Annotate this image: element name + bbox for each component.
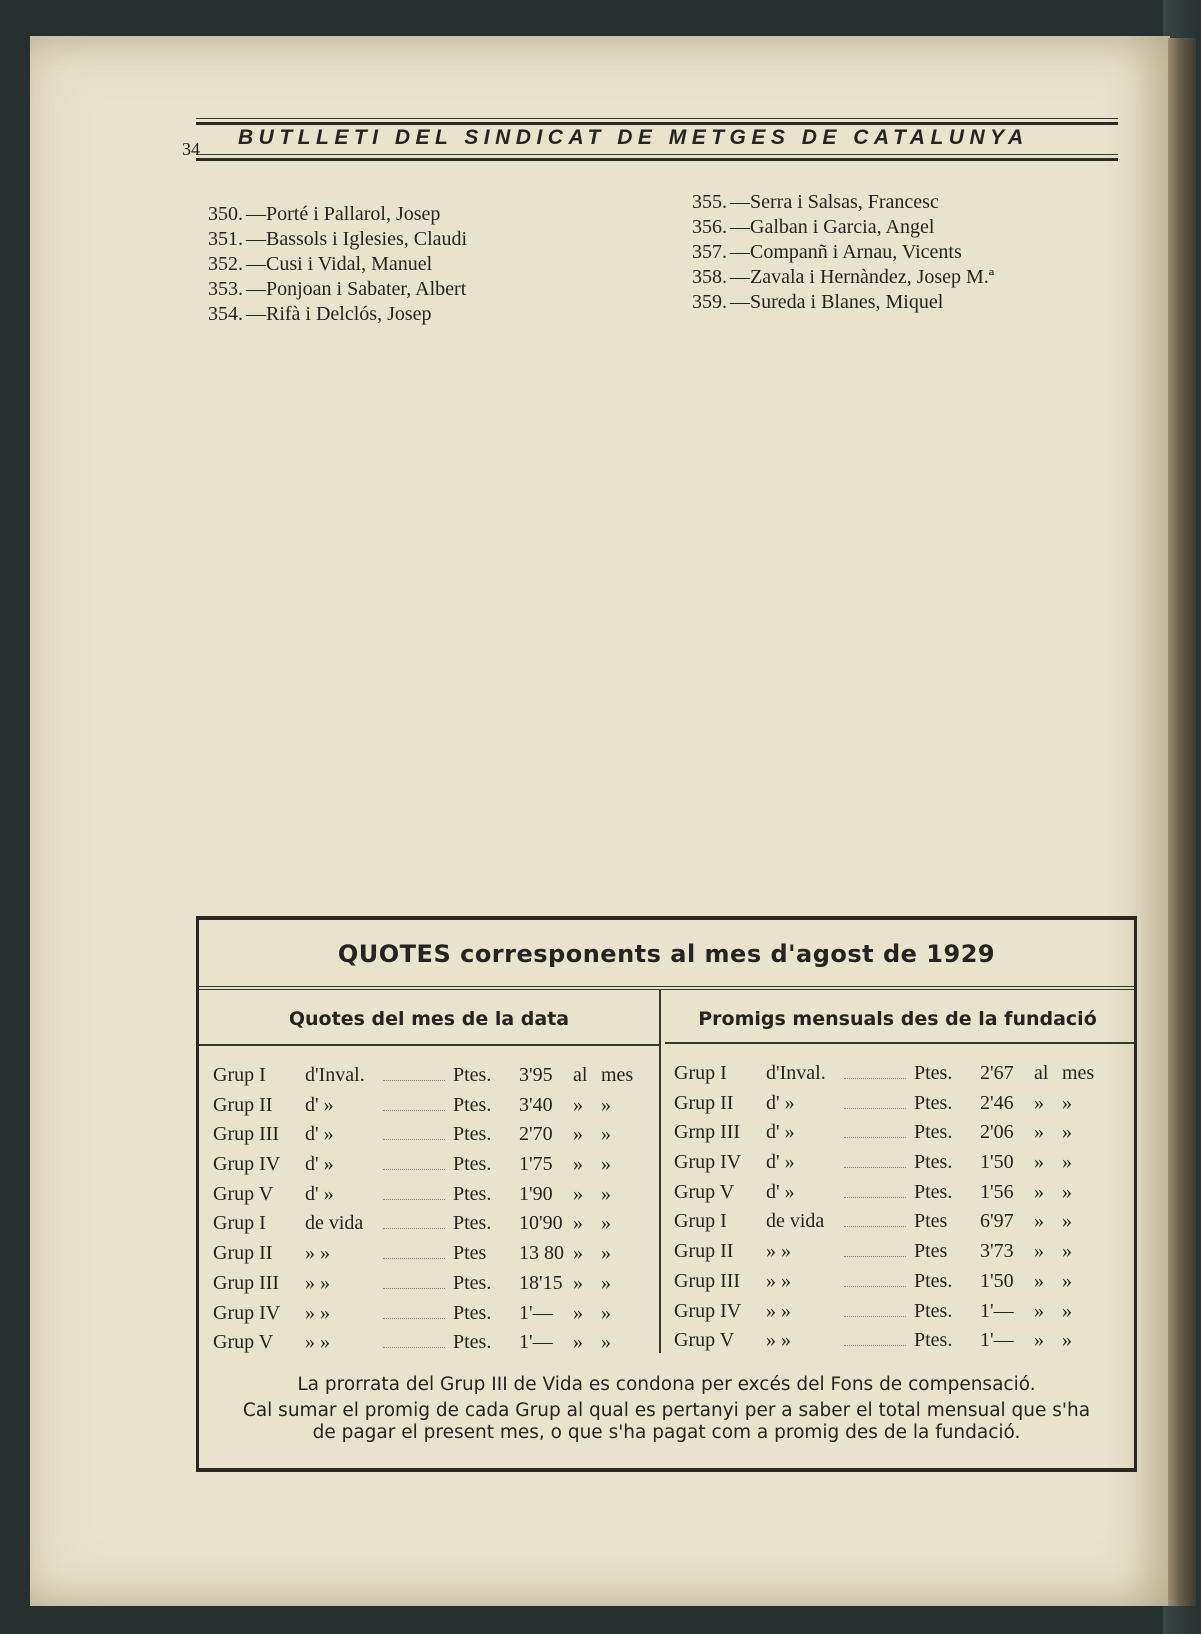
currency-label: Ptes. [914,1180,953,1203]
unit-a: » [573,1212,583,1235]
group-type: d' » [305,1153,334,1176]
member-name: —Galban i Garcia, Angel [730,216,935,238]
header-rule-top [196,118,1118,119]
unit-b: » [601,1242,611,1265]
member-name: —Porté i Pallarol, Josep [246,203,441,225]
unit-b: » [1062,1240,1072,1263]
header-rule-bottom-thick [196,158,1118,161]
unit-b: » [1062,1121,1072,1144]
unit-a: » [573,1153,583,1176]
left-heading-rule [199,1044,659,1046]
group-name: Grup II [213,1093,273,1116]
leader-dots [844,1210,906,1227]
unit-a: » [1034,1269,1044,1292]
unit-b: » [601,1123,611,1146]
group-name: Grup I [674,1210,727,1233]
amount: 13 80 [519,1242,564,1265]
unit-b: » [1062,1180,1072,1203]
running-title: BUTLLETI DEL SINDICAT DE METGES DE CATALUNYA [238,126,1029,149]
member-name: —Bassols i Iglesies, Claudi [246,228,468,250]
leader-dots [383,1212,445,1229]
member-list-right [692,190,994,315]
quote-row [674,1062,1124,1092]
unit-b: » [1062,1329,1072,1352]
leader-dots [383,1183,445,1200]
currency-label: Ptes. [453,1271,492,1294]
group-name: Grup I [213,1212,266,1235]
member-number: 357. [692,241,727,263]
currency-label: Ptes. [453,1123,492,1146]
group-type: d'Inval. [305,1064,365,1086]
unit-a: » [573,1331,583,1354]
note-sum-line1: Cal sumar el promig de cada Grup al qual es pertanyi per a saber el total mensual que s'ha [242,1400,1091,1421]
unit-a: » [573,1242,583,1265]
quote-row [674,1270,1124,1300]
amount: 2'70 [519,1123,553,1146]
group-type: d'Inval. [766,1062,826,1084]
currency-label: Ptes. [453,1093,492,1116]
quote-row [674,1092,1124,1122]
leader-dots [383,1153,445,1170]
group-type: » » [766,1269,791,1292]
quote-row [674,1300,1124,1330]
member-number: 359. [692,291,727,313]
quote-row [674,1210,1124,1240]
unit-a: » [573,1093,583,1116]
group-name: Grup IV [213,1153,281,1176]
member-name: —Rifà i Delclós, Josep [246,303,432,325]
unit-a: » [573,1182,583,1205]
currency-label: Ptes. [453,1331,492,1354]
currency-label: Ptes. [453,1212,492,1235]
quote-row [213,1183,653,1213]
member-name: —Sureda i Blanes, Miquel [730,291,944,313]
left-quotes-table [213,1064,653,1361]
unit-b: mes [1062,1062,1095,1084]
unit-a: » [573,1123,583,1146]
quote-row [674,1181,1124,1211]
currency-label: Ptes. [453,1301,492,1324]
group-name: Grup V [674,1329,735,1352]
amount: 1'50 [980,1151,1014,1174]
member-number: 350. [208,203,243,225]
amount: 10'90 [519,1212,563,1235]
right-column-heading: Promigs mensuals des de la fundació [698,1008,1097,1030]
page-edge [1168,38,1196,1606]
unit-a: » [1034,1210,1044,1233]
quote-row [674,1151,1124,1181]
group-name: Grup III [213,1123,280,1146]
amount: 3'40 [519,1093,553,1116]
group-type: d' » [766,1151,795,1174]
group-type: » » [766,1240,791,1263]
member-entry [692,190,994,215]
member-entry [692,265,994,290]
amount: 2'06 [980,1121,1014,1144]
member-entry [208,202,467,227]
amount: 18'15 [519,1271,563,1294]
member-name: —Companñ i Arnau, Vicents [730,241,962,263]
group-name: Grup I [213,1064,266,1086]
amount: 1'50 [980,1269,1014,1292]
group-type: d' » [305,1182,334,1205]
member-number: 352. [208,253,243,275]
member-entry [208,252,467,277]
unit-a: » [573,1271,583,1294]
unit-a: » [573,1301,583,1324]
group-type: d' » [766,1121,795,1144]
member-name: —Zavala i Hernàndez, Josep M.ª [730,266,995,288]
group-name: Grnp III [674,1121,741,1144]
unit-b: » [1062,1269,1072,1292]
amount: 3'73 [980,1240,1014,1263]
group-type: » » [766,1299,791,1322]
member-number: 353. [208,278,243,300]
left-column-heading: Quotes del mes de la data [288,1008,570,1030]
currency-label: Ptes. [914,1329,953,1352]
group-type: de vida [766,1210,825,1233]
member-entry [692,240,994,265]
group-type: de vida [305,1212,364,1235]
currency-label: Ptes. [914,1121,953,1144]
leader-dots [383,1331,445,1348]
leader-dots [383,1123,445,1140]
currency-label: Ptes. [914,1062,953,1084]
amount: 1'— [980,1329,1014,1352]
right-quotes-table [674,1062,1124,1359]
amount: 1'— [519,1331,553,1354]
unit-b: » [1062,1091,1072,1114]
quote-row [213,1302,653,1332]
currency-label: Ptes. [914,1299,953,1322]
member-entry [692,290,994,315]
group-name: Grup IV [674,1299,742,1322]
group-type: » » [305,1331,330,1354]
currency-label: Ptes. [914,1151,953,1174]
page-number: 34 [182,139,200,159]
member-entry [208,277,467,302]
unit-b: » [601,1182,611,1205]
member-number: 356. [692,216,727,238]
group-type: d' » [766,1180,795,1203]
member-number: 351. [208,228,243,250]
unit-a: » [1034,1151,1044,1174]
unit-b: » [601,1331,611,1354]
unit-b: » [1062,1210,1072,1233]
currency-label: Ptes [914,1210,948,1233]
quote-row [213,1123,653,1153]
amount: 1'56 [980,1180,1014,1203]
unit-b: » [601,1301,611,1324]
quote-row [213,1331,653,1361]
member-entry [692,215,994,240]
group-name: Grup IV [213,1301,281,1324]
group-name: Grup IV [674,1151,742,1174]
header-rule-top-thick [196,122,1118,125]
currency-label: Ptes [453,1242,487,1265]
unit-a: » [1034,1240,1044,1263]
quote-row [213,1094,653,1124]
quote-row [213,1242,653,1272]
unit-a: » [1034,1329,1044,1352]
currency-label: Ptes. [914,1269,953,1292]
group-name: Grup III [213,1271,280,1294]
member-name: —Ponjoan i Sabater, Albert [246,278,467,300]
member-name: —Cusi i Vidal, Manuel [246,253,433,275]
quote-row [674,1240,1124,1270]
member-number: 355. [692,191,727,213]
currency-label: Ptes [914,1240,948,1263]
title-rule-2 [199,989,1134,990]
unit-a: » [1034,1121,1044,1144]
note-sum-line2: de pagar el present mes, o que s'ha pagat com a promig des de la fundació. [312,1422,1021,1443]
amount: 1'75 [519,1153,553,1176]
quote-row [213,1212,653,1242]
currency-label: Ptes. [453,1064,492,1086]
unit-a: » [1034,1091,1044,1114]
unit-a: » [1034,1299,1044,1322]
member-number: 354. [208,303,243,325]
group-type: d' » [766,1091,795,1114]
leader-dots [844,1300,906,1317]
quote-row [213,1153,653,1183]
group-name: Grup II [674,1091,734,1114]
quote-row [674,1329,1124,1359]
leader-dots [844,1329,906,1346]
leader-dots [383,1064,445,1081]
unit-b: » [601,1153,611,1176]
leader-dots [383,1242,445,1259]
unit-b: » [601,1093,611,1116]
group-type: d' » [305,1093,334,1116]
leader-dots [383,1272,445,1289]
note-prorrata: La prorrata del Grup III de Vida es condona per excés del Fons de compensació. [297,1374,1036,1395]
group-name: Grup III [674,1269,741,1292]
title-rule [199,986,1134,987]
unit-a: » [1034,1180,1044,1203]
leader-dots [383,1094,445,1111]
leader-dots [844,1270,906,1287]
currency-label: Ptes. [453,1182,492,1205]
leader-dots [844,1121,906,1138]
amount: 2'67 [980,1062,1014,1084]
unit-b: » [601,1271,611,1294]
quotes-title: QUOTES corresponents al mes d'agost de 1929 [337,940,996,968]
leader-dots [844,1240,906,1257]
group-type: » » [305,1271,330,1294]
quote-row [213,1064,653,1094]
group-name: Grup II [213,1242,273,1265]
unit-b: » [1062,1151,1072,1174]
quotes-box [196,916,1137,1472]
group-type: d' » [305,1123,334,1146]
member-entry [208,302,467,327]
leader-dots [844,1151,906,1168]
quote-row [674,1121,1124,1151]
member-number: 358. [692,266,727,288]
right-heading-rule [665,1042,1134,1044]
unit-b: mes [601,1064,634,1086]
amount: 6'97 [980,1210,1014,1233]
amount: 1'— [519,1301,553,1324]
leader-dots [383,1302,445,1319]
leader-dots [844,1092,906,1109]
header-rule-bottom [196,154,1118,155]
unit-a: al [573,1064,588,1086]
member-list-left [208,202,467,327]
group-type: » » [305,1301,330,1324]
group-type: » » [305,1242,330,1265]
currency-label: Ptes. [453,1153,492,1176]
amount: 2'46 [980,1091,1014,1114]
member-name: —Serra i Salsas, Francesc [730,191,939,213]
group-name: Grup V [674,1180,735,1203]
group-name: Grup V [213,1182,274,1205]
group-name: Grup I [674,1062,727,1084]
unit-b: » [1062,1299,1072,1322]
group-name: Grup V [213,1331,274,1354]
column-divider [659,990,661,1353]
amount: 1'90 [519,1182,553,1205]
leader-dots [844,1181,906,1198]
unit-b: » [601,1212,611,1235]
unit-a: al [1034,1062,1049,1084]
amount: 3'95 [519,1064,553,1086]
leader-dots [844,1062,906,1079]
currency-label: Ptes. [914,1091,953,1114]
group-type: » » [766,1329,791,1352]
amount: 1'— [980,1299,1014,1322]
group-name: Grup II [674,1240,734,1263]
quote-row [213,1272,653,1302]
member-entry [208,227,467,252]
